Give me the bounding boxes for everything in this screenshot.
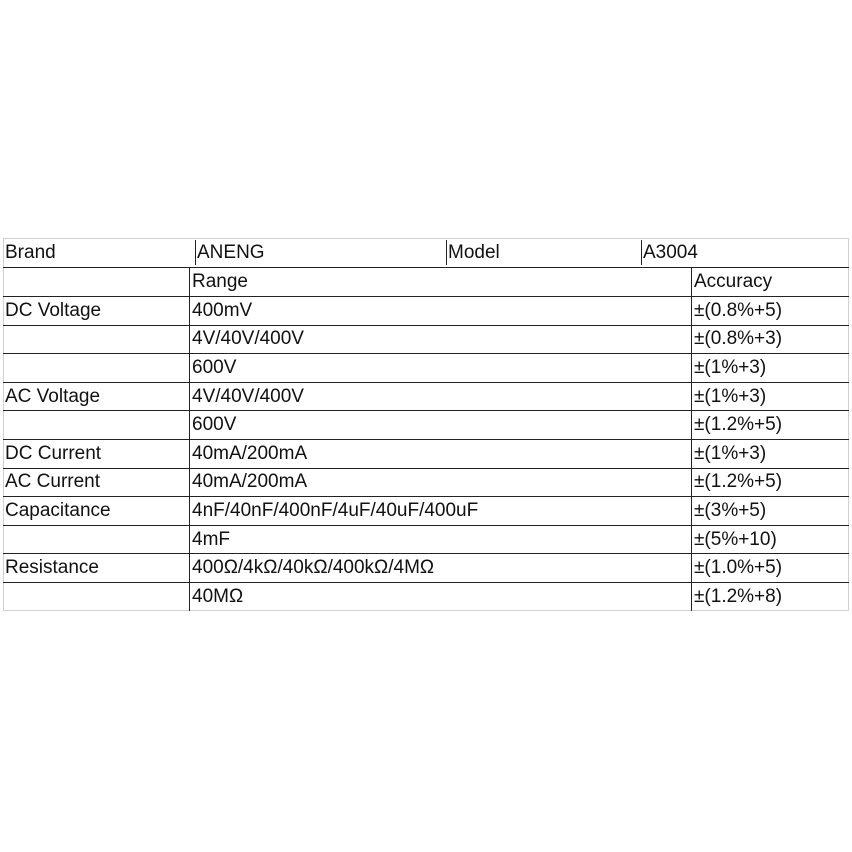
range-cell: 40mA/200mA	[192, 442, 308, 464]
function-cell: AC Voltage	[5, 385, 101, 407]
function-cell	[3, 410, 188, 439]
accuracy-cell: ±(1.0%+5)	[694, 557, 783, 579]
function-cell: AC Current	[5, 471, 101, 493]
table-row	[3, 525, 849, 554]
range-cell: 400Ω/4kΩ/40kΩ/400kΩ/4MΩ	[192, 557, 435, 579]
row-rule	[3, 267, 849, 268]
column-divider	[691, 267, 692, 611]
accuracy-cell: ±(0.8%+5)	[694, 299, 783, 321]
table-row	[3, 296, 849, 325]
range-cell: 600V	[192, 356, 237, 378]
row-rule	[3, 525, 849, 526]
row-rule	[3, 382, 849, 383]
table-row	[3, 410, 849, 439]
range-cell: 4mF	[192, 528, 230, 550]
accuracy-cell: ±(0.8%+3)	[694, 328, 783, 350]
function-cell: Capacitance	[5, 499, 111, 521]
accuracy-cell: ±(1%+3)	[694, 385, 767, 407]
accuracy-cell: ±(1%+3)	[694, 442, 767, 464]
range-column-header: Range	[192, 271, 248, 292]
spec-table	[3, 238, 849, 611]
accuracy-cell: ±(1.2%+5)	[694, 471, 783, 493]
function-cell: DC Voltage	[5, 299, 102, 321]
function-cell	[3, 325, 188, 354]
accuracy-cell: ±(1%+3)	[694, 356, 767, 378]
row-rule	[3, 468, 849, 469]
function-cell	[3, 353, 188, 382]
row-rule	[3, 353, 849, 354]
table-row	[3, 553, 849, 582]
table-row	[3, 439, 849, 468]
row-rule	[3, 439, 849, 440]
brand-label: Brand	[5, 242, 56, 263]
row-rule	[3, 325, 849, 326]
table-row	[3, 496, 849, 525]
column-divider	[189, 267, 190, 611]
header-row	[3, 238, 849, 267]
row-rule	[3, 553, 849, 554]
range-cell: 4V/40V/400V	[192, 328, 304, 350]
range-cell: 600V	[192, 414, 237, 436]
function-cell: DC Current	[5, 442, 102, 464]
table-row	[3, 582, 849, 611]
model-value: A3004	[643, 242, 698, 263]
model-label: Model	[448, 242, 500, 263]
range-cell: 4V/40V/400V	[192, 385, 304, 407]
function-cell	[3, 582, 188, 611]
row-rule	[3, 496, 849, 497]
accuracy-cell: ±(3%+5)	[694, 499, 767, 521]
range-cell: 40MΩ	[192, 585, 244, 607]
accuracy-cell: ±(5%+10)	[694, 528, 777, 550]
table-row	[3, 382, 849, 411]
brand-value: ANENG	[197, 242, 265, 263]
accuracy-cell: ±(1.2%+5)	[694, 414, 783, 436]
function-cell: Resistance	[5, 557, 99, 579]
range-cell: 4nF/40nF/400nF/4uF/40uF/400uF	[192, 499, 479, 521]
table-row	[3, 325, 849, 354]
column-header-row	[3, 267, 849, 296]
range-cell: 40mA/200mA	[192, 471, 308, 493]
row-rule	[3, 410, 849, 411]
row-rule	[3, 296, 849, 297]
table-row	[3, 353, 849, 382]
accuracy-cell: ±(1.2%+8)	[694, 585, 783, 607]
table-row	[3, 468, 849, 497]
function-cell	[3, 525, 188, 554]
range-cell: 400mV	[192, 299, 253, 321]
accuracy-column-header: Accuracy	[694, 271, 773, 292]
row-rule	[3, 582, 849, 583]
